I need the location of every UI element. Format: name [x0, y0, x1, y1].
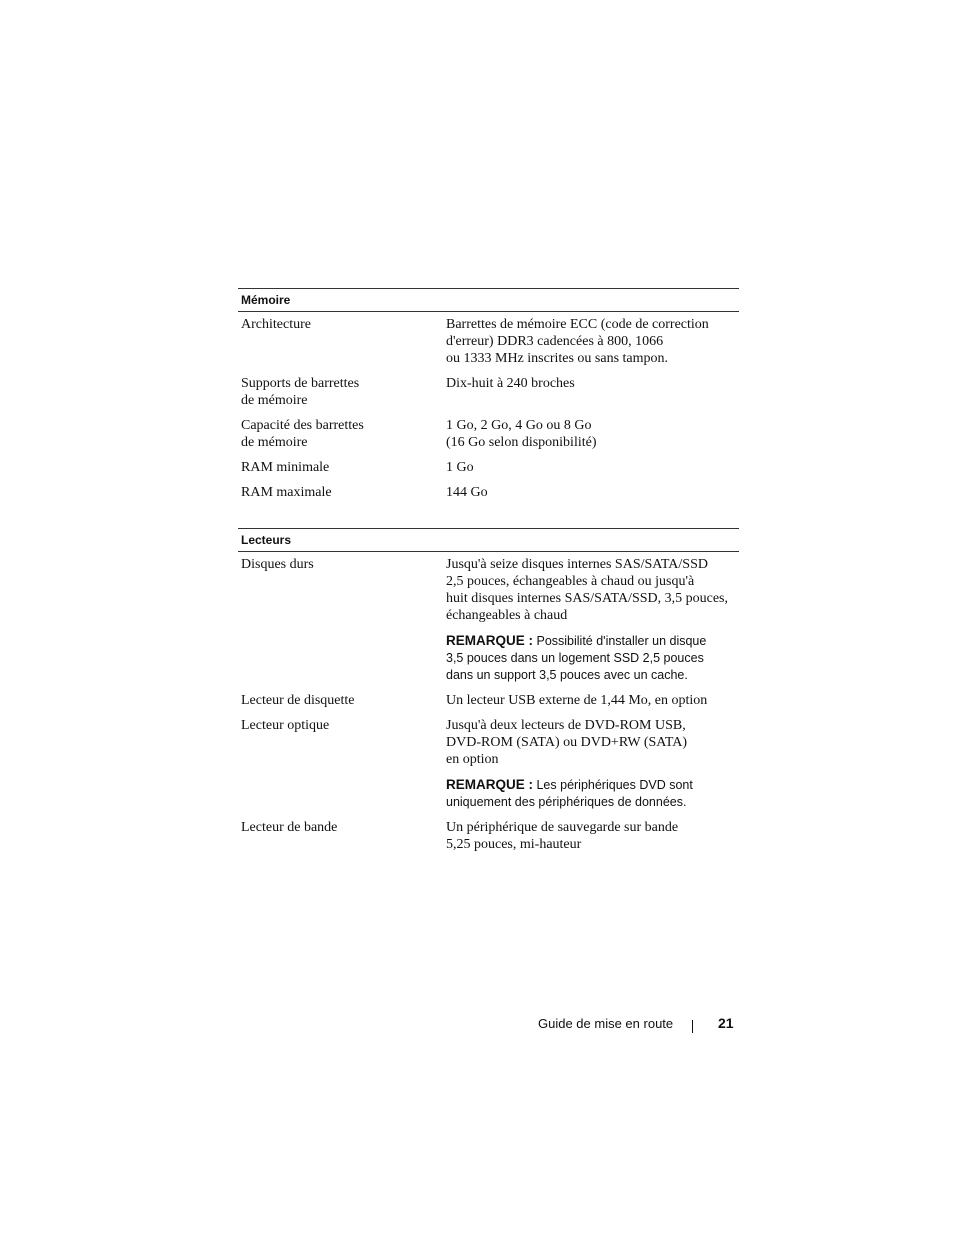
spec-value: 1 Go	[446, 460, 474, 475]
spec-value: 1 Go, 2 Go, 4 Go ou 8 Go (16 Go selon disponibilité)	[446, 418, 597, 450]
spec-label: Architecture	[241, 317, 311, 332]
spec-value: Un périphérique de sauvegarde sur bande 5,25 pouces, mi-hauteur	[446, 820, 679, 852]
spec-row-floppy-drive	[238, 692, 739, 709]
spec-row-memory-sockets	[238, 375, 739, 409]
spec-value: Jusqu'à deux lecteurs de DVD-ROM USB, DVD-ROM (SATA) ou DVD+RW (SATA) en option REMARQUE : Les périphériques DVD sont uniquement des périphériques de données.	[446, 717, 739, 811]
spec-value: Dix-huit à 240 broches	[446, 376, 575, 391]
spec-value: Jusqu'à seize disques internes SAS/SATA/SSD 2,5 pouces, échangeables à chaud ou jusqu'à huit disques internes SAS/SATA/SSD, 3,5 pouces, échangeables à chaud REMARQUE : Possibilité d'installer un disque 3,5 pouces dans un logement SSD 2,5 pouces dans un support 3,5 pouces avec un cache.	[446, 556, 739, 684]
section-title-memory: Mémoire	[238, 288, 739, 312]
spec-label: Supports de barrettes de mémoire	[241, 376, 360, 408]
spec-row-architecture	[238, 316, 739, 367]
spec-row-optical-drive	[238, 717, 739, 811]
page-number: 21	[718, 1015, 734, 1031]
spec-row-tape-drive	[238, 819, 739, 853]
spec-row-ram-min	[238, 459, 739, 476]
spec-label: Lecteur optique	[241, 718, 330, 733]
footer-title: Guide de mise en route	[538, 1016, 674, 1031]
drives-spec-table	[238, 528, 739, 853]
spec-value: Un lecteur USB externe de 1,44 Mo, en option	[446, 693, 708, 708]
spec-label: Capacité des barrettes de mémoire	[241, 418, 364, 450]
spec-label: Disques durs	[241, 557, 314, 572]
footer-separator	[692, 1020, 693, 1033]
note-block: REMARQUE : Les périphériques DVD sont uniquement des périphériques de données.	[446, 777, 693, 809]
note-label: REMARQUE :	[446, 633, 533, 648]
spec-label: Lecteur de bande	[241, 820, 338, 835]
spec-value: Barrettes de mémoire ECC (code de correction d'erreur) DDR3 cadencées à 800, 1066 ou 1333 MHz inscrites ou sans tampon.	[446, 317, 709, 366]
spec-label: RAM maximale	[241, 485, 332, 500]
spec-label: RAM minimale	[241, 460, 330, 475]
spec-label: Lecteur de disquette	[241, 693, 355, 708]
spec-value: 144 Go	[446, 485, 488, 500]
spec-row-ram-max	[238, 484, 739, 501]
section-title-drives: Lecteurs	[238, 528, 739, 552]
page-footer	[538, 1014, 738, 1036]
note-block: REMARQUE : Possibilité d'installer un disque 3,5 pouces dans un logement SSD 2,5 pouces dans un support 3,5 pouces avec un cache.	[446, 633, 707, 682]
spec-row-hard-drives	[238, 556, 739, 684]
note-label: REMARQUE :	[446, 777, 533, 792]
spec-row-memory-capacity	[238, 417, 739, 451]
memory-spec-table	[238, 288, 739, 501]
